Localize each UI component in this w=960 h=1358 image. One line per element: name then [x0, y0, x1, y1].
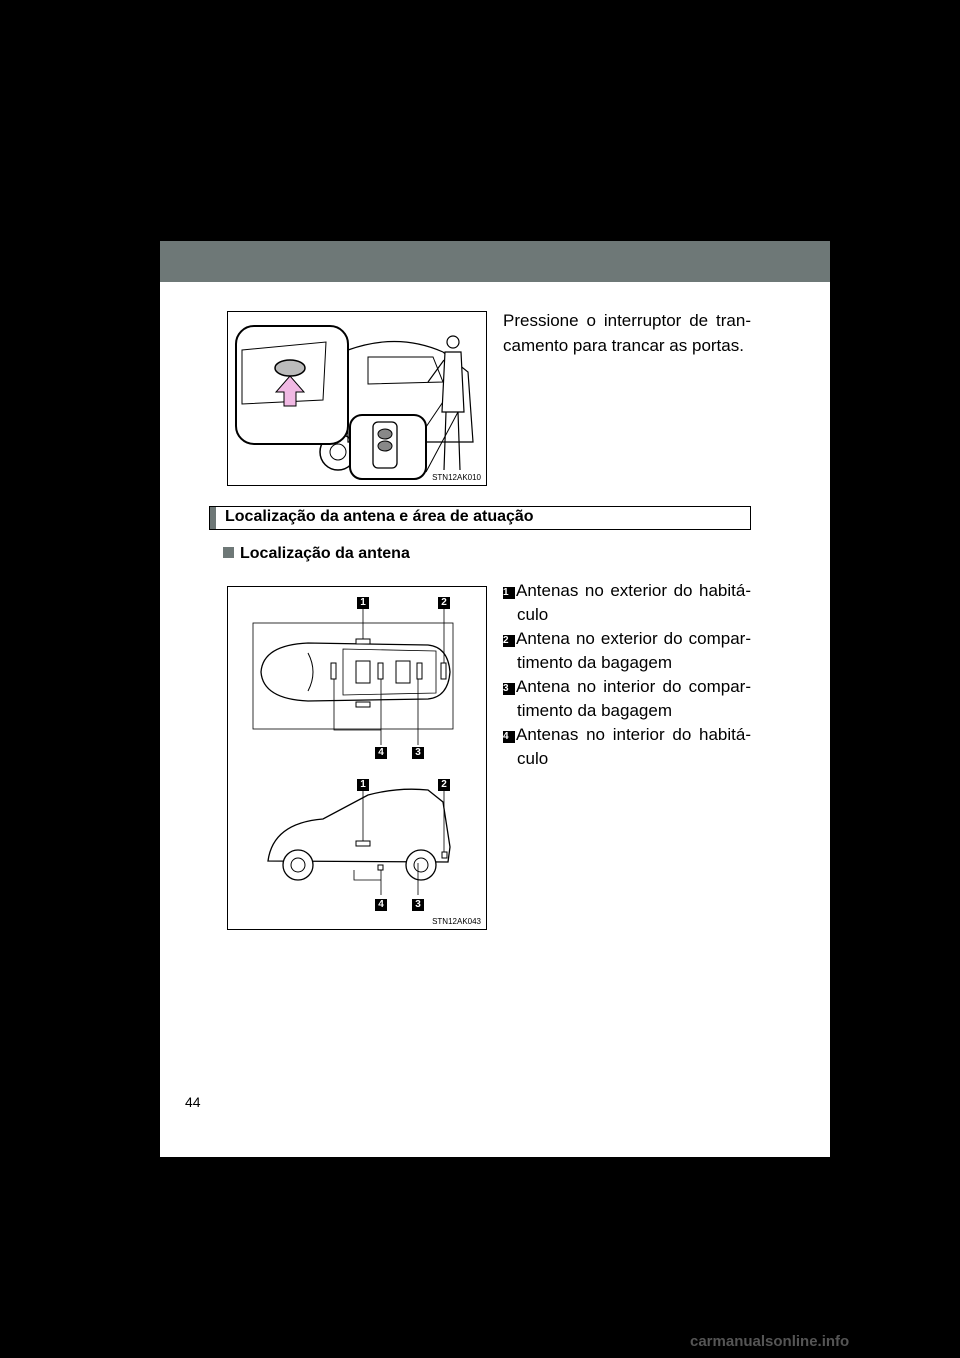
instruction-line-1: Pressione o interruptor de tran- [503, 311, 751, 330]
lock-switch-illustration [228, 312, 486, 485]
lock-switch-figure [227, 311, 487, 486]
page-number: 44 [185, 1094, 201, 1110]
callout-4-icon: 4 [375, 747, 387, 759]
callout-1-icon: 1 [357, 779, 369, 791]
antenna-item-4 [503, 723, 751, 771]
figure-code: STN12AK043 [432, 917, 481, 926]
manual-page [160, 241, 830, 1157]
item-text: Antenas no exterior do habitá- [516, 581, 751, 600]
section-heading [209, 506, 751, 530]
item-text: timento da bagagem [517, 701, 672, 720]
antenna-location-diagram [228, 587, 486, 929]
item-text: Antena no exterior do compar- [516, 629, 751, 648]
antenna-item-2 [503, 627, 751, 675]
item-text: culo [517, 605, 549, 624]
item-text: Antenas no interior do habitá- [516, 725, 751, 744]
lock-instruction [503, 308, 751, 358]
antenna-item-3 [503, 675, 751, 723]
callout-1-icon: 1 [357, 597, 369, 609]
item-number-icon: 1 [503, 587, 515, 599]
figure-code: STN12AK010 [432, 473, 481, 482]
header-band [160, 241, 830, 282]
item-number-icon: 2 [503, 635, 515, 647]
callout-3-icon: 3 [412, 899, 424, 911]
item-number-icon: 3 [503, 683, 515, 695]
callout-3-icon: 3 [412, 747, 424, 759]
subheading [223, 545, 410, 563]
antenna-location-figure [227, 586, 487, 930]
callout-4-icon: 4 [375, 899, 387, 911]
section-accent [210, 507, 216, 529]
section-title: Localização da antena e área de atuação [225, 508, 534, 525]
item-text: timento da bagagem [517, 653, 672, 672]
item-number-icon: 4 [503, 731, 515, 743]
item-text: Antena no interior do compar- [516, 677, 751, 696]
square-bullet-icon [223, 547, 234, 558]
callout-2-icon: 2 [438, 779, 450, 791]
footer-watermark[interactable]: carmanualsonline.info [690, 1333, 850, 1350]
antenna-item-1 [503, 579, 751, 627]
callout-2-icon: 2 [438, 597, 450, 609]
instruction-line-2: camento para trancar as portas. [503, 336, 744, 355]
item-text: culo [517, 749, 549, 768]
subheading-text: Localização da antena [240, 545, 410, 562]
